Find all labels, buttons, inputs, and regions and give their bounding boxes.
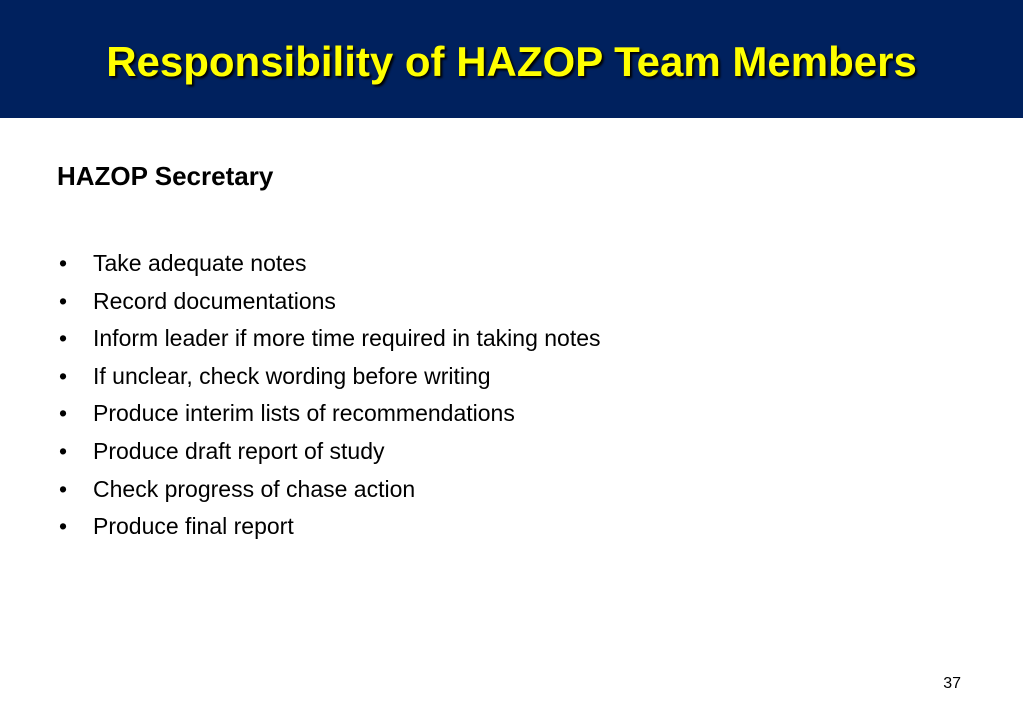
section-heading: HAZOP Secretary: [57, 161, 274, 191]
bullet-text: If unclear, check wording before writing: [93, 362, 491, 389]
bullet-icon: •: [59, 437, 68, 464]
bullet-text: Produce interim lists of recommendations: [93, 400, 515, 427]
bullet-text: Produce draft report of study: [93, 437, 385, 464]
bullet-icon: •: [59, 513, 68, 540]
bullet-icon: •: [59, 325, 68, 352]
bullet-text: Inform leader if more time required in taking notes: [93, 325, 601, 352]
bullet-text: Record documentations: [93, 287, 336, 314]
bullet-text: Take adequate notes: [93, 250, 307, 276]
bullet-item: [57, 284, 601, 322]
bullet-item: [57, 509, 601, 547]
bullet-item: [57, 246, 601, 284]
bullet-text: Produce final report: [93, 513, 294, 540]
bullet-item: [57, 359, 601, 397]
bullet-item: [57, 472, 601, 510]
bullet-item: [57, 396, 601, 434]
bullet-icon: •: [59, 400, 68, 427]
title-banner: [0, 0, 1023, 118]
slide-title: Responsibility of HAZOP Team Members: [106, 38, 917, 85]
bullet-list: [57, 246, 601, 547]
bullet-item: [57, 321, 601, 359]
bullet-icon: •: [59, 250, 68, 276]
bullet-text: Check progress of chase action: [93, 475, 416, 502]
page-number: 37: [943, 675, 961, 692]
bullet-icon: •: [59, 287, 68, 314]
bullet-icon: •: [59, 362, 68, 389]
bullet-item: [57, 434, 601, 472]
bullet-icon: •: [59, 475, 68, 502]
